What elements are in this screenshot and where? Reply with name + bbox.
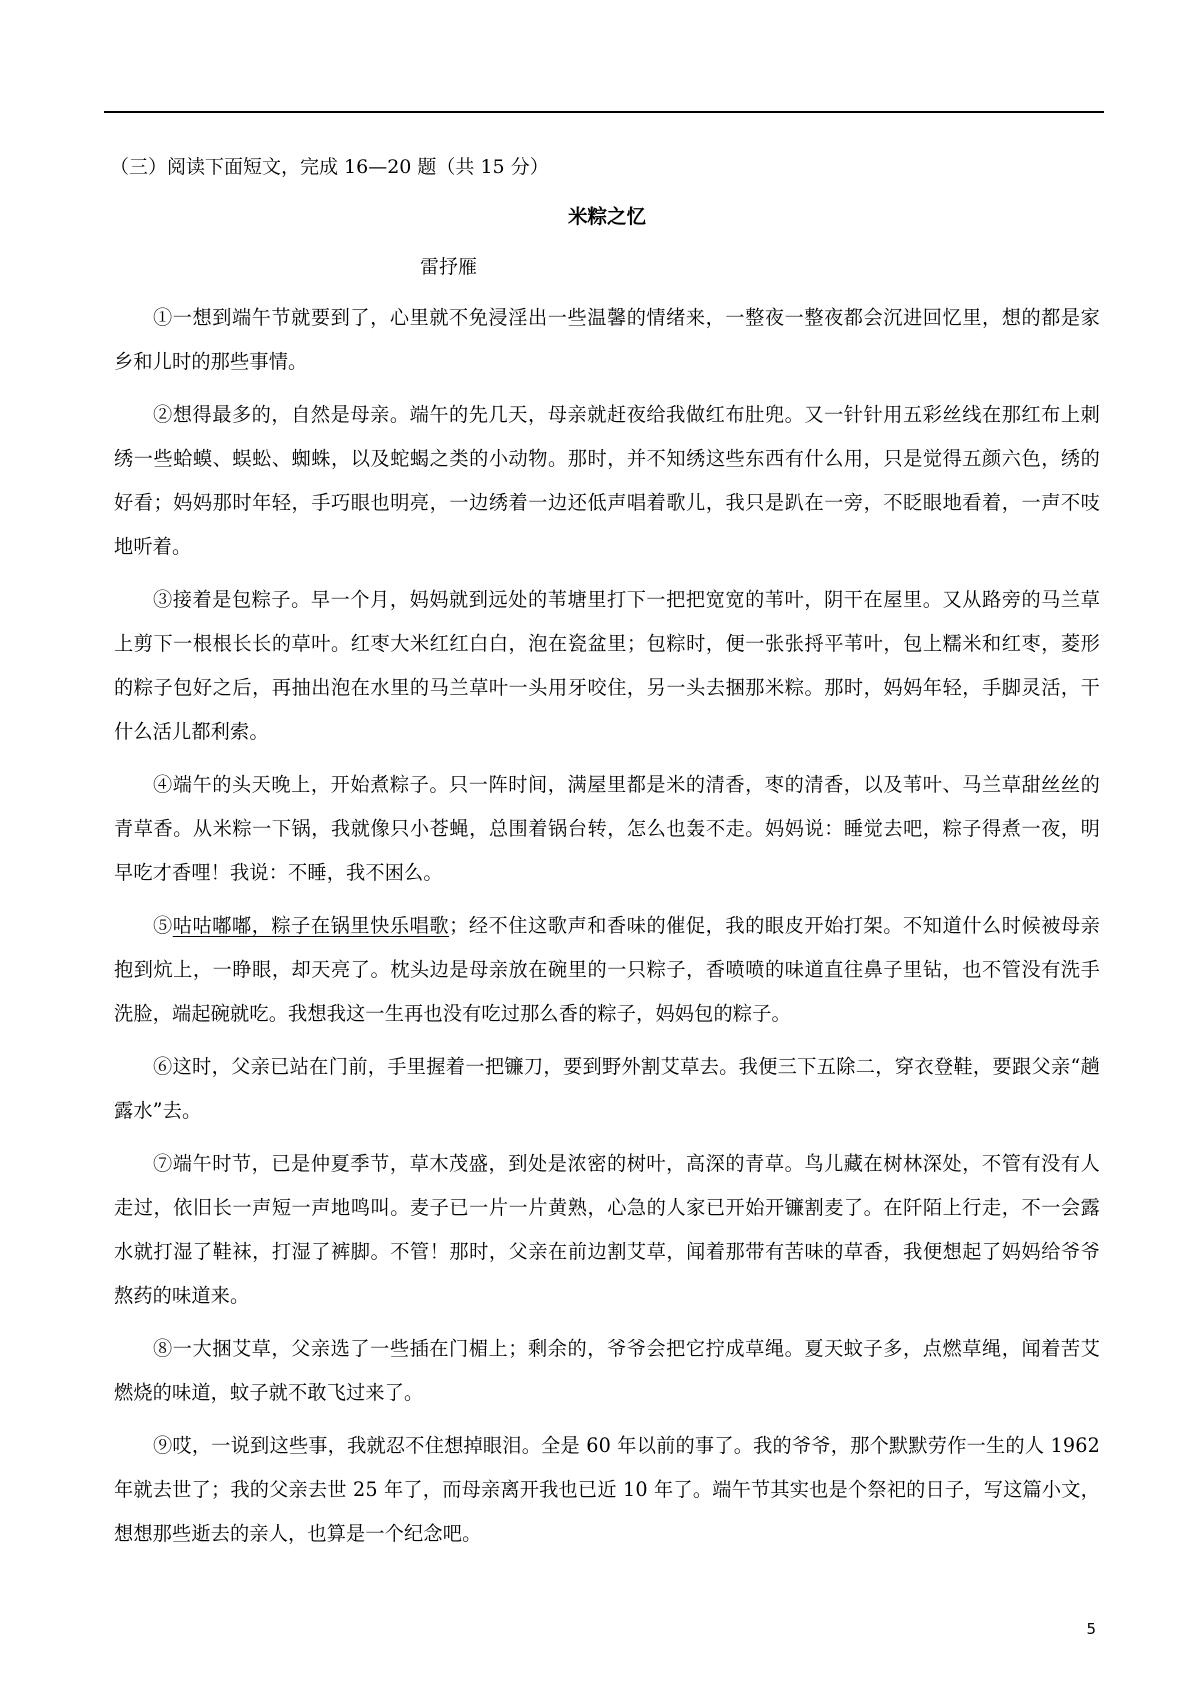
page-content: [110, 150, 1101, 1565]
header-rule: [104, 111, 1104, 113]
paragraph-9: ⑨哎，一说到这些事，我就忍不住想掉眼泪。全是 60 年以前的事了。我的爷爷，那个默默劳作一生的人 1962 年就去世了；我的父亲去世 25 年了，而母亲离开我也已近 10 年了。端午节其实也是个祭祀的日子，写这篇小文，想想那些逝去的亲人，也算是一个纪念吧。: [114, 1434, 1100, 1545]
paragraph-4: ④端午的头天晚上，开始煮粽子。只一阵时间，满屋里都是米的清香，枣的清香，以及苇叶、马兰草甜丝丝的青草香。从米粽一下锅，我就像只小苍蝇，总围着锅台转，怎么也轰不走。妈妈说：睡觉去吧，粽子得煮一夜，明早吃才香哩！我说：不睡，我不困么。: [114, 773, 1100, 884]
paragraph-7: ⑦端午时节，已是仲夏季节，草木茂盛，到处是浓密的树叶，高深的青草。鸟儿藏在树林深处，不管有没有人走过，依旧长一声短一声地鸣叫。麦子已一片一片黄熟，心急的人家已开始开镰割麦了。在阡陌上行走，不一会露水就打湿了鞋袜，打湿了裤脚。不管！那时，父亲在前边割艾草，闻着那带有苦味的草香，我便想起了妈妈给爷爷熬药的味道来。: [114, 1152, 1100, 1307]
page-number: 5: [1086, 1620, 1096, 1638]
paragraph-5-number: ⑤: [153, 914, 173, 937]
paragraph-5-underlined-sentence: 咕咕嘟嘟，粽子在锅里快乐唱歌: [172, 914, 450, 937]
paragraph-5: [114, 904, 1100, 1036]
paragraph-3: ③接着是包粽子。早一个月，妈妈就到远处的苇塘里打下一把把宽宽的苇叶，阴干在屋里。又从路旁的马兰草上剪下一根根长长的草叶。红枣大米红红白白，泡在瓷盆里；包粽时，便一张张捋平苇叶，包上糯米和红枣，菱形的粽子包好之后，再抽出泡在水里的马兰草叶一头用牙咬住，另一头去捆那米粽。那时，妈妈年轻，手脚灵活，干什么活儿都利索。: [114, 588, 1100, 743]
section-heading: （三）阅读下面短文，完成 16—20 题（共 15 分）: [110, 156, 549, 178]
paragraph-2: ②想得最多的，自然是母亲。端午的先几天，母亲就赶夜给我做红布肚兜。又一针针用五彩丝线在那红布上刺绣一些蛤蟆、蜈蚣、蜘蛛，以及蛇蝎之类的小动物。那时，并不知绣这些东西有什么用，只是觉得五颜六色，绣的好看；妈妈那时年轻，手巧眼也明亮，一边绣着一边还低声唱着歌儿，我只是趴在一旁，不眨眼地看着，一声不吱地听着。: [114, 403, 1100, 558]
article-author: 雷抒雁: [420, 256, 478, 278]
paragraph-8: ⑧一大捆艾草，父亲选了一些插在门楣上；剩余的，爷爷会把它拧成草绳。夏天蚊子多，点燃草绳，闻着苦艾燃烧的味道，蚊子就不敢飞过来了。: [114, 1337, 1100, 1404]
paragraph-1: ①一想到端午节就要到了，心里就不免浸淫出一些温馨的情绪来，一整夜一整夜都会沉进回忆里，想的都是家乡和儿时的那些事情。: [114, 306, 1100, 373]
article-title: 米粽之忆: [567, 205, 646, 228]
paragraph-6: ⑥这时，父亲已站在门前，手里握着一把镰刀，要到野外割艾草去。我便三下五除二，穿衣登鞋，要跟父亲“趟露水”去。: [114, 1055, 1100, 1122]
paragraph-5-text: ；经不住这歌声和香味的催促，我的眼皮开始打架。不知道什么时候被母亲抱到炕上，一睁眼，却天亮了。枕头边是母亲放在碗里的一只粽子，香喷喷的味道直往鼻子里钻，也不管没有洗手洗脸，端起碗就吃。我想我这一生再也没有吃过那么香的粽子，妈妈包的粽子。: [114, 914, 1101, 1025]
